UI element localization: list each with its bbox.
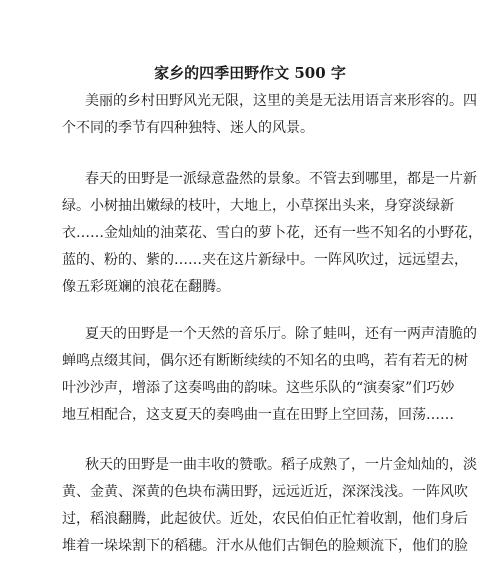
essay-title: 家乡的四季田野作文 500 字 [154,64,346,82]
paragraph-intro [62,88,477,142]
paragraph-line: 绿。小树抽出嫩绿的枝叶，大地上，小草探出头来，身穿淡绿新 [62,198,454,214]
paragraph-line: 像五彩斑斓的浪花在翻腾。 [62,279,230,295]
paragraph-line: 黄、金黄、深黄的色块布满田野，远远近近，深深浅浅。一阵风吹 [62,484,468,500]
paragraph-spring [62,166,482,301]
paragraph-summer [62,321,477,429]
paragraph-line: 蓝的、粉的、紫的……夹在这片新绿中。一阵风吹过，远远望去， [62,252,468,268]
paragraph-line: 夏天的田野是一个天然的音乐厅。除了蛙叫，还有一两声清脆的 [85,326,477,342]
paragraph-line: 衣……金灿灿的油菜花、雪白的萝卜花，还有一些不知名的小野花， [62,225,482,241]
paragraph-line: 过，稻浪翻腾，此起彼伏。近处，农民伯伯正忙着收割，他们身后 [62,511,468,527]
paragraph-line: 堆着一垛垛割下的稻穗。汗水从他们古铜色的脸颊流下，他们的脸 [62,538,468,554]
paragraph-line: 蝉鸣点缀其间，偶尔还有断断续续的不知名的虫鸣，若有若无的树 [62,353,468,369]
paragraph-line: 美丽的乡村田野风光无限，这里的美是无法用语言来形容的。四 [85,93,477,109]
paragraph-autumn [62,452,477,560]
paragraph-line: 叶沙沙声，增添了这奏鸣曲的韵味。这些乐队的“演奏家”们巧妙 [62,380,455,396]
paragraph-line: 个不同的季节有四种独特、迷人的风景。 [62,120,314,136]
paragraph-line: 地互相配合，这支夏天的奏鸣曲一直在田野上空回荡，回荡…… [62,407,454,423]
paragraph-line: 春天的田野是一派绿意盎然的景象。不管去到哪里，都是一片新 [85,171,477,187]
paragraph-line: 秋天的田野是一曲丰收的赞歌。稻子成熟了，一片金灿灿的，淡 [85,457,477,473]
